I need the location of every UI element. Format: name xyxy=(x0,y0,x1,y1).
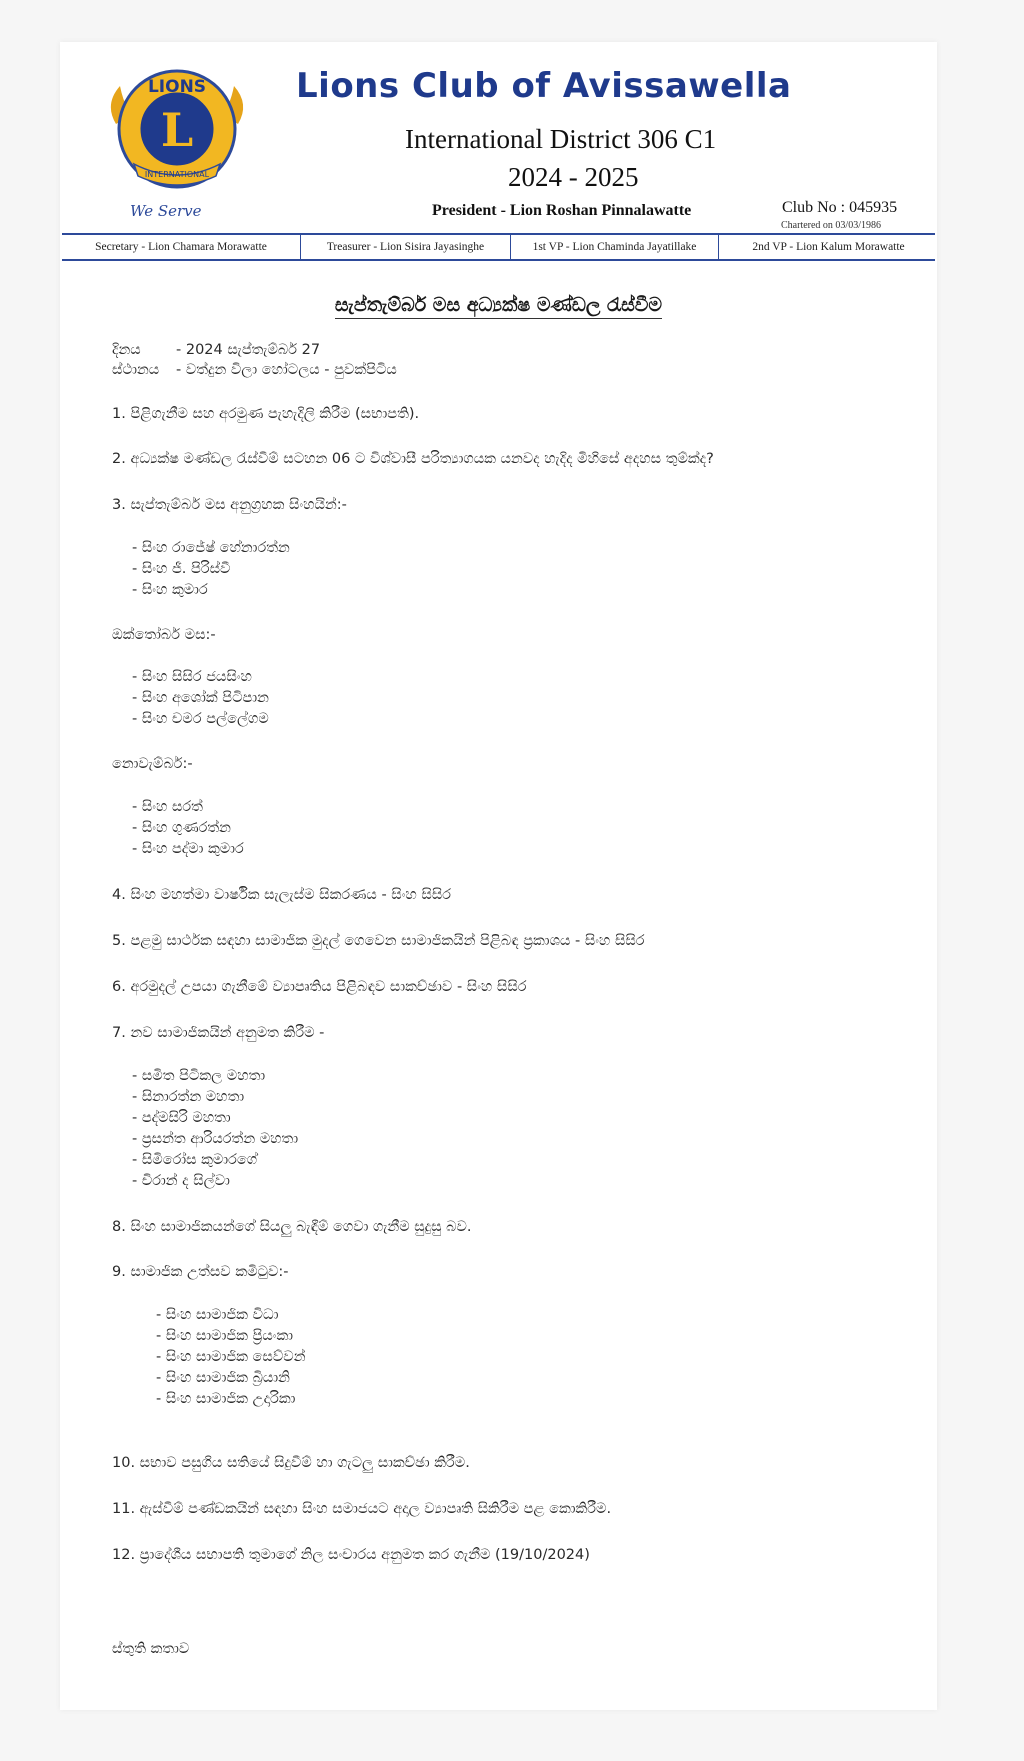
chartered-date: Chartered on 03/03/1986 xyxy=(781,220,881,231)
new-member-3: - පද්මසිරි මහතා xyxy=(132,1110,231,1126)
new-member-6: - චිරාන් ද සිල්වා xyxy=(132,1173,230,1189)
club-name: Lions Club of Avissawella xyxy=(296,66,792,106)
committee-member-3: - සිංහ සාමාජික සෙව්වන් xyxy=(156,1349,306,1365)
agenda-item-9: 9. සාමාජික උත්සව කමිටුව:- xyxy=(112,1264,289,1280)
agenda-item-7: 7. නව සාමාජිකයින් අනුමත කිරීම - xyxy=(112,1025,325,1041)
agenda-item-10: 10. සභාව පසුගිය සතියේ සිදුවීම් හා ගැටලු සාකච්ඡා කිරීම. xyxy=(112,1455,470,1471)
officer-second-vp: 2nd VP - Lion Kalum Morawatte xyxy=(752,241,905,253)
new-member-1: - සමිත පිටිකල මහතා xyxy=(132,1068,266,1084)
officer-first-vp: 1st VP - Lion Chaminda Jayatillake xyxy=(511,235,719,259)
date-value: - 2024 සැප්තැම්බර් 27 xyxy=(176,342,321,358)
president: President - Lion Roshan Pinnalawatte xyxy=(432,202,692,219)
document-page xyxy=(60,42,937,1710)
agenda-item-3: 3. සැප්තැම්බර් මස අනුග්‍රහක සිංහයින්:- xyxy=(112,497,347,513)
agenda-item-4: 4. සිංහ මහත්මා වාර්ෂික සැලැස්ම සිකරණය - සිංහ සිසිර xyxy=(112,887,452,903)
venue-label: ස්ථානය xyxy=(112,362,160,378)
date-row xyxy=(112,340,397,360)
sept-sponsor-2: - සිංහ ජී. පිරිස්වී xyxy=(132,561,231,577)
date-label: දිනය xyxy=(112,342,141,358)
officers-bar xyxy=(62,233,935,261)
lions-logo xyxy=(102,64,252,194)
logo-ribbon-text: INTERNATIONAL xyxy=(144,170,210,179)
document-title xyxy=(60,294,937,316)
document-title-text: සැප්තැම්බර් මස අධ්‍යක්ෂ මණ්ඩල රැස්වීම xyxy=(335,294,662,319)
nov-sponsor-3: - සිංහ පද්මා කුමාර xyxy=(132,841,244,857)
agenda-item-11: 11. ඇස්වීම් පණ්ඩකයින් සඳහා සිංහ සමාජයට අදාල ව්‍යාපෘති සිකිරීම පළ කොකිරීම. xyxy=(112,1501,612,1517)
sept-sponsor-3: - සිංහ කුමාර xyxy=(132,582,208,598)
sept-sponsor-1: - සිංහ රාජේෂ් හේනාරත්න xyxy=(132,540,290,556)
oct-sponsor-2: - සිංහ අශෝක් පිටිපාන xyxy=(132,690,269,706)
logo-letter: L xyxy=(160,103,194,157)
club-number: Club No : 045935 xyxy=(782,199,898,216)
committee-member-4: - සිංහ සාමාජික බ්‍රියානි xyxy=(156,1370,290,1386)
october-heading: ඔක්තෝබර් මස:- xyxy=(112,627,216,643)
nov-sponsor-2: - සිංහ ගුණරත්න xyxy=(132,820,231,836)
agenda-item-1: 1. පිළිගැනීම සහ අරමුණ පැහැදිලි කිරීම (සභාපති). xyxy=(112,406,420,422)
new-member-2: - සිනාරත්න මහතා xyxy=(132,1089,245,1105)
agenda-item-12: 12. ප්‍රාදේශීය සභාපති තුමාගේ නිල සංචාරය අනුමත කර ගැනීම (19/10/2024) xyxy=(112,1547,590,1563)
oct-sponsor-3: - සිංහ චමර පල්ලේගම xyxy=(132,711,269,727)
committee-member-1: - සිංහ සාමාජික විධා xyxy=(156,1307,279,1323)
venue-value: - වත්දුන විලා හෝටලය - පුවක්පිටිය xyxy=(176,362,397,378)
officer-secretary: Secretary - Lion Chamara Morawatte xyxy=(62,235,301,259)
agenda-item-2: 2. අධ්‍යක්ෂ මණ්ඩල රැස්වීම් සටහන 06 ට විශ්වාසී පරිත්‍යාගයක යනවද හැදිද මිහිසේ අදහස තුම්ක්ද? xyxy=(112,451,714,467)
closing-vote-of-thanks: ස්තුති කතාව xyxy=(112,1641,190,1657)
committee-member-5: - සිංහ සාමාජික උදාරිකා xyxy=(156,1391,296,1407)
nov-sponsor-1: - සිංහ සරත් xyxy=(132,799,203,815)
logo-lions-text: LIONS xyxy=(147,77,207,97)
lionistic-year: 2024 - 2025 xyxy=(508,162,639,192)
oct-sponsor-1: - සිංහ සිසිර ජයසිංහ xyxy=(132,669,252,685)
november-heading: නොවැම්බර්:- xyxy=(112,756,193,772)
agenda-item-8: 8. සිංහ සාමාජිකයන්ගේ සියලු බැඳීම් ගෙවා ගැනීම සුදුසු බව. xyxy=(112,1219,472,1235)
officer-treasurer: Treasurer - Lion Sisira Jayasinghe xyxy=(301,235,511,259)
agenda-item-5: 5. පළමු සාර්ථක සඳහා සාමාජික මුදල් ගෙවෙන සාමාජිකයින් පිළිබඳ ප්‍රකාශය - සිංහ සිසිර xyxy=(112,933,645,949)
district: International District 306 C1 xyxy=(405,124,717,154)
new-member-4: - ප්‍රසන්ත ආරියරත්න මහතා xyxy=(132,1131,299,1147)
committee-member-2: - සිංහ සාමාජික ප්‍රියංකා xyxy=(156,1328,294,1344)
motto: We Serve xyxy=(130,202,202,220)
new-member-5: - සිමිරෝස කුමාරගේ xyxy=(132,1152,258,1168)
meeting-meta xyxy=(112,340,397,380)
agenda-item-6: 6. අරමුදල් උපයා ගැනීමේ ව්‍යාපෘතිය පිළිබඳව සාකච්ඡාව - සිංහ සිසිර xyxy=(112,979,527,995)
venue-row xyxy=(112,360,397,380)
